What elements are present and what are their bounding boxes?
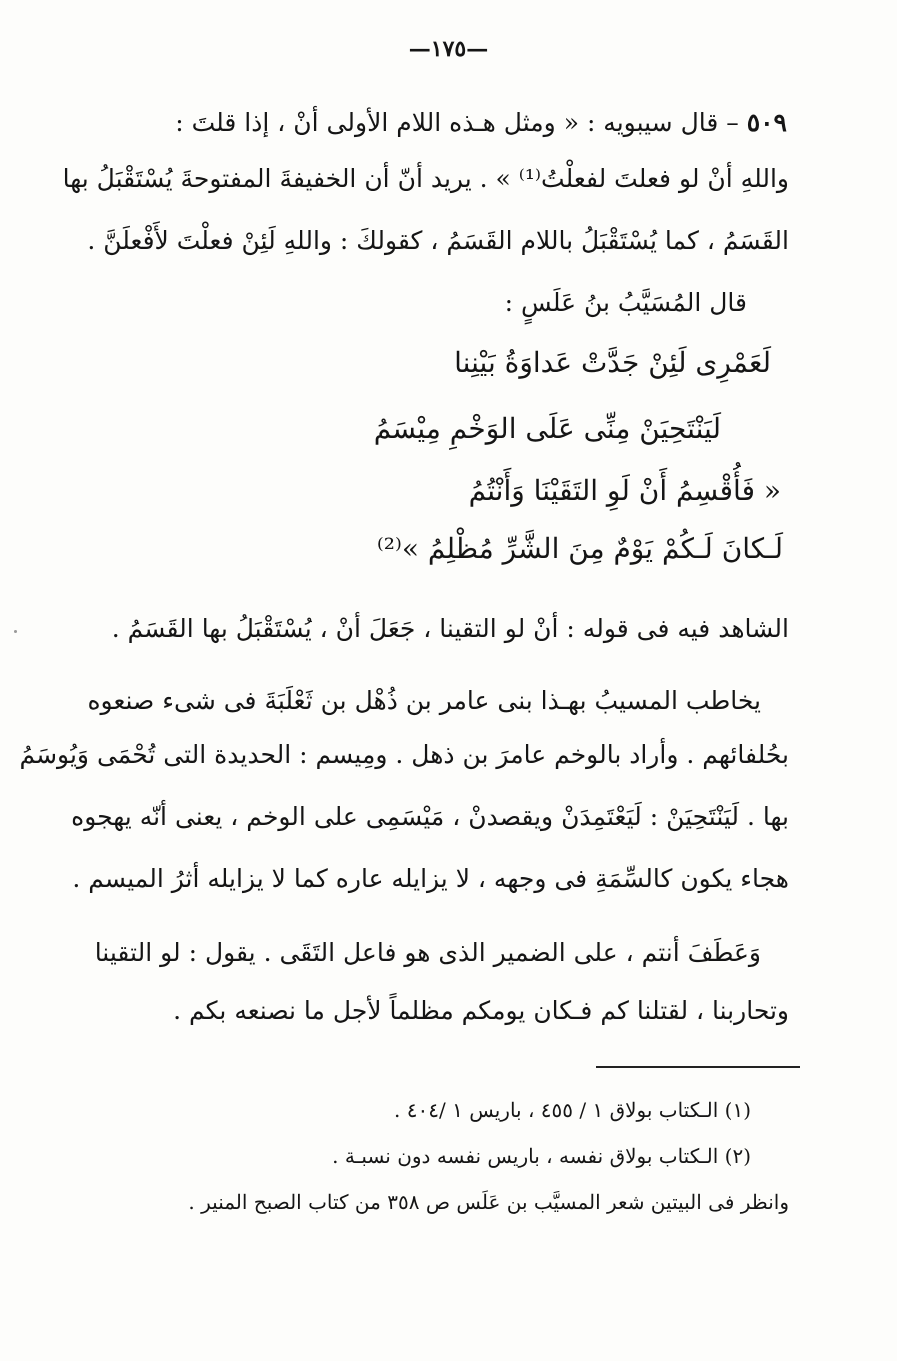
footnote-separator [596,1066,800,1068]
paragraph-1-line-1-text: – قال سيبويه : « ومثل هـذه اللام الأولى أنْ ، إذا قلتَ : [175,108,739,137]
footnote-2: (٢) الـكتاب بولاق نفسه ، باريس نفسه دون نسبـة . [332,1144,751,1168]
section-number: ٥٠٩ [746,108,787,137]
poem-verse-3: « فَأُقْسِمُ أَنْ لَوِ التَقَيْنَا وَأَنْتُمُ [468,474,781,507]
paragraph-4-line-1: وَعَطَفَ أنتم ، على الضمير الذى هو فاعل التَقَى . يقول : لو التقينا [94,938,761,967]
scan-speck [14,630,17,633]
paragraph-1-line-4: قال المُسَيَّبُ بنُ عَلَسٍ : [504,288,747,317]
footnote-1: (١) الـكتاب بولاق ١ / ٤٥٥ ، باريس ١ /٤٠٤ . [394,1098,751,1122]
paragraph-4-line-2: وتحاربنا ، لقتلنا كم فـكان يومكم مظلماً لأجل ما نصنعه بكم . [173,996,789,1025]
paragraph-3-line-2: بحُلفائهم . وأراد بالوخم عامرَ بن ذهل . ومِيسم : الحديدة التى تُحْمَى وَيُوسَمُ [19,740,789,769]
paragraph-1-line-3: القَسَمُ ، كما يُسْتَقْبَلُ باللام القَسَمُ ، كقولكَ : واللهِ لَئِنْ فعلْتَ لأَفْعلَنَّ . [87,226,789,255]
paragraph-3-line-4: هجاء يكون كالسِّمَةِ فى وجهه ، لا يزايله عاره كما لا يزايله أثرُ الميسم . [72,864,789,893]
footnote-3: وانظر فى البيتين شعر المسيَّب بن عَلَس ص ٣٥٨ من كتاب الصبح المنير . [188,1190,789,1214]
poem-verse-2: لَيَنْتَحِيَنْ مِنِّى عَلَى الوَخْمِ مِيْسَمُ [373,412,721,445]
paragraph-1-line-2: واللهِ أنْ لو فعلتَ لفعلْتُ⁽¹⁾ » . يريد أنّ أن الخفيفةَ المفتوحةَ يُسْتَقْبَلُ بها [62,164,789,193]
paragraph-2-line-1: الشاهد فيه فى قوله : أنْ لو التقينا ، جَعَلَ أنْ ، يُسْتَقْبَلُ بها القَسَمُ . [111,614,789,643]
paragraph-3-line-3: بها . لَيَنْتَحِيَنْ : لَيَعْتَمِدَنْ ويقصدنْ ، مَيْسَمِى على الوخم ، يعنى أنّه يهجوه [71,802,789,831]
poem-verse-1: لَعَمْرِى لَئِنْ جَدَّتْ عَداوَةُ بَيْنِنا [454,346,771,379]
poem-verse-4: لَـكانَ لَـكُمْ يَوْمٌ مِنَ الشَّرِّ مُظْلِمُ »⁽²⁾ [376,532,783,565]
paragraph-1-line-1 [117,106,787,140]
paragraph-3-line-1: يخاطب المسيبُ بهـذا بنى عامر بن ذُهْل بن ثَعْلَبَةَ فى شىء صنعوه [87,686,761,715]
page-number: —١٧٥— [408,36,489,62]
